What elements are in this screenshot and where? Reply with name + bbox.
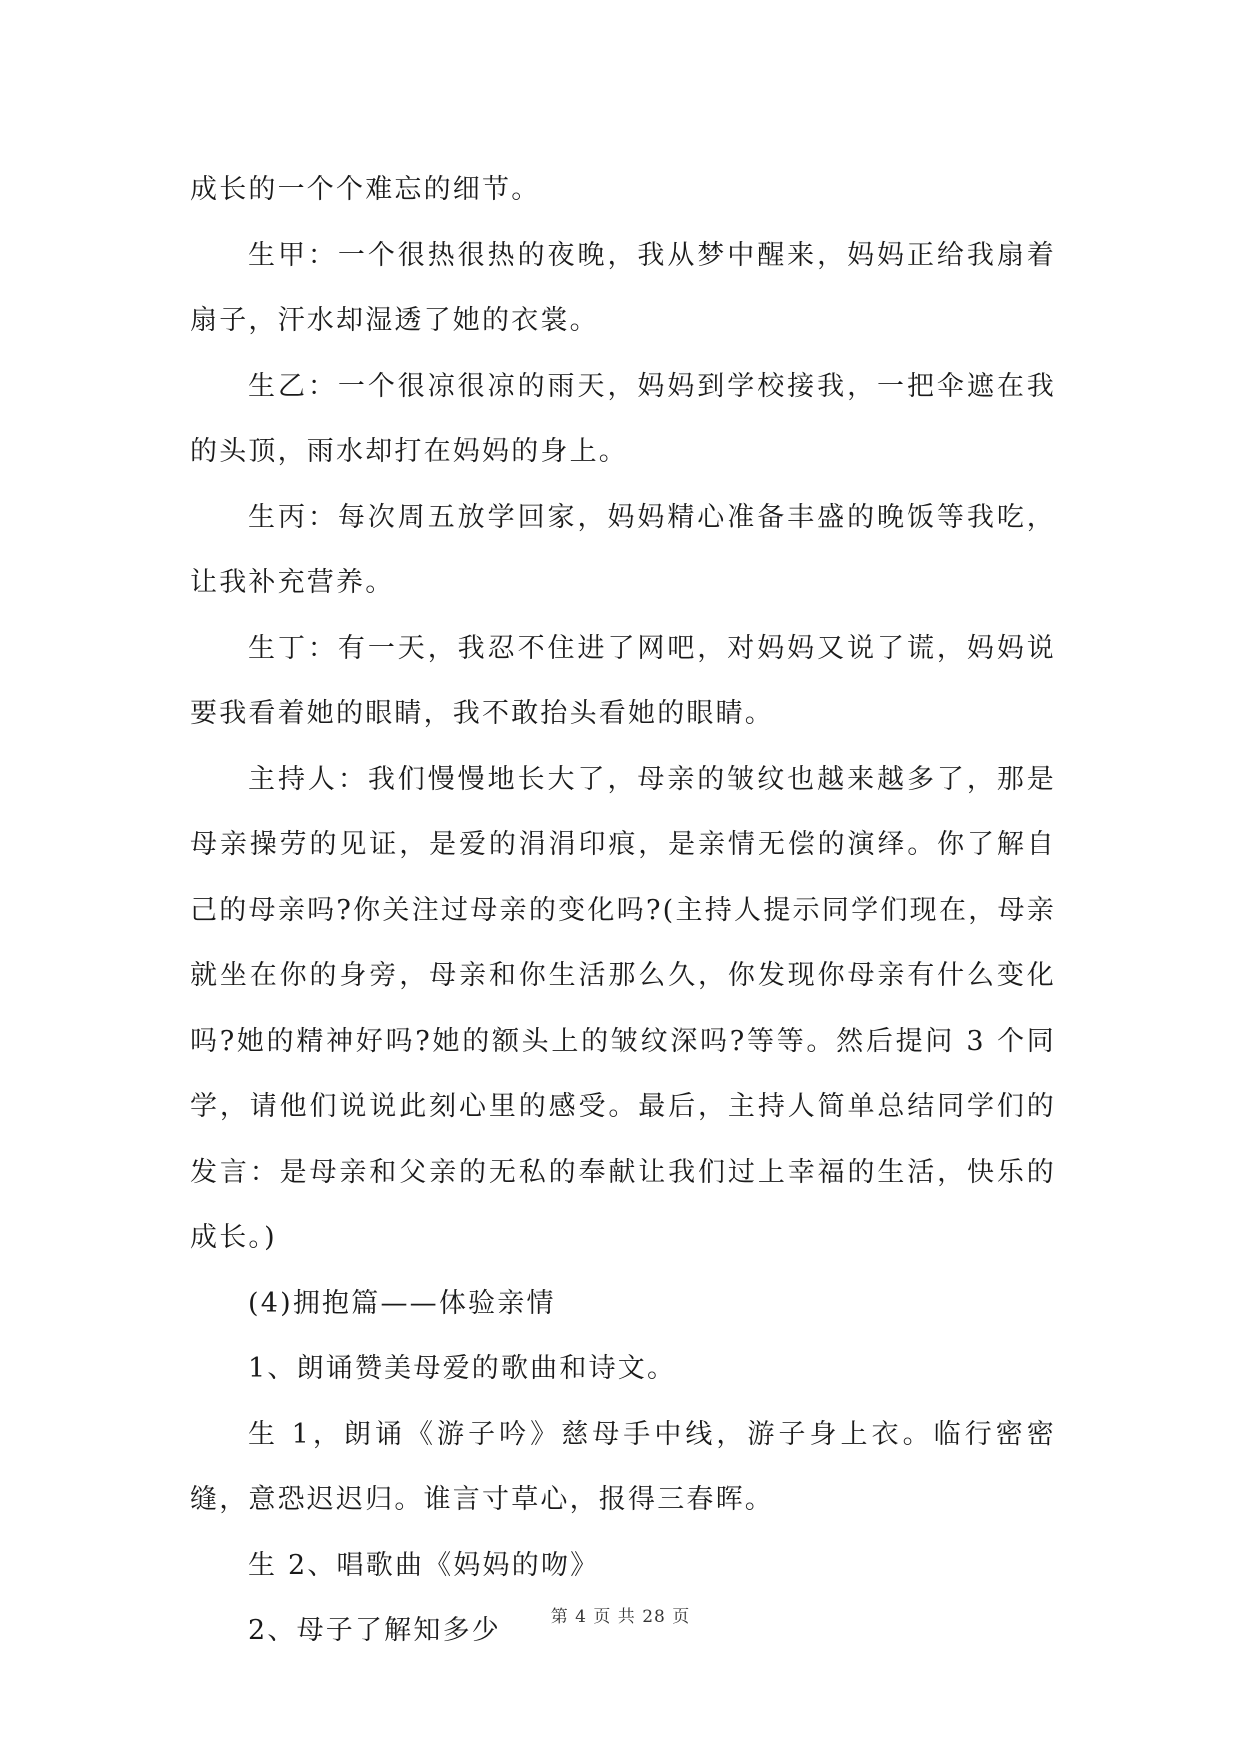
- list-item-mother-child-quiz: 2、母子了解知多少: [248, 1615, 501, 1646]
- page-number-footer: 第 4 页 共 28 页: [550, 1607, 691, 1627]
- paragraph-student-d: 生丁：有一天，我忍不住进了网吧，对妈妈又说了谎，妈妈说要我看着她的眼睛，我不敢抬头看她的眼睛。: [190, 632, 1056, 729]
- paragraph-continuation: 成长的一个个难忘的细节。: [190, 174, 541, 205]
- paragraph-student-b: 生乙：一个很凉很凉的雨天，妈妈到学校接我，一把伞遮在我的头顶，雨水却打在妈妈的身上。: [190, 370, 1056, 467]
- paragraph-host: 主持人：我们慢慢地长大了，母亲的皱纹也越来越多了，那是母亲操劳的见证，是爱的涓涓印痕，是亲情无偿的演绎。你了解自己的母亲吗?你关注过母亲的变化吗?(主持人提示同学们现在，母亲就坐在你的身旁，母亲和你生活那么久，你发现你母亲有什么变化吗?她的精神好吗?她的额头上的皱纹深吗?等等。然后提问 3 个同学，请他们说说此刻心里的感受。最后，主持人简单总结同学们的发言：是母亲和父亲的无私的奉献让我们过上幸福的生活，快乐的成长。): [190, 763, 1056, 1253]
- document-body: [190, 157, 1056, 1664]
- section-heading-embrace: (4)拥抱篇——体验亲情: [248, 1287, 556, 1319]
- list-item-recitation: 1、朗诵赞美母爱的歌曲和诗文。: [248, 1353, 677, 1384]
- paragraph-student-1-poem: 生 1，朗诵《游子吟》慈母手中线，游子身上衣。临行密密缝，意恐迟迟归。谁言寸草心，报得三春晖。: [190, 1418, 1056, 1515]
- paragraph-student-2-song: 生 2、唱歌曲《妈妈的吻》: [248, 1549, 600, 1581]
- paragraph-student-a: 生甲：一个很热很热的夜晚，我从梦中醒来，妈妈正给我扇着扇子，汗水却湿透了她的衣裳。: [190, 239, 1056, 336]
- paragraph-student-c: 生丙：每次周五放学回家，妈妈精心准备丰盛的晚饭等我吃，让我补充营养。: [190, 501, 1056, 598]
